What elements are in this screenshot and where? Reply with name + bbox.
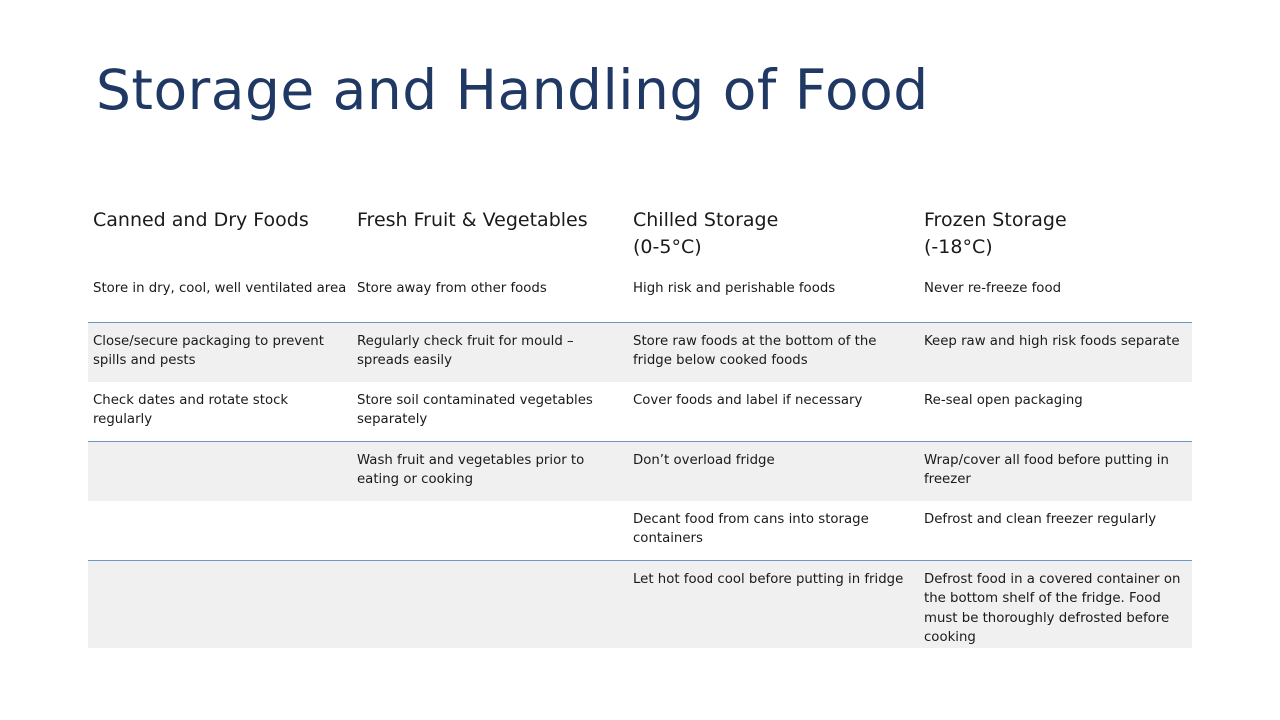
- table-row: [88, 442, 1192, 502]
- table-cell: [88, 561, 352, 649]
- table-cell: Wash fruit and vegetables prior to eating or cooking: [352, 442, 628, 502]
- table-cell: [88, 501, 352, 561]
- table-cell: [352, 561, 628, 649]
- header-fresh-fruit-vegetables: Fresh Fruit & Vegetables: [357, 209, 588, 231]
- table-cell: Don’t overload fridge: [628, 442, 919, 502]
- table-row: [88, 323, 1192, 383]
- header-chilled-storage: Chilled Storage (0-5°C): [633, 209, 779, 258]
- table-cell: Decant food from cans into storage containers: [633, 512, 869, 547]
- table-cell: Close/secure packaging to prevent spills and pests: [88, 323, 352, 383]
- table-cell: Keep raw and high risk foods separate: [919, 323, 1192, 383]
- table-cell: Store soil contaminated vegetables separately: [357, 393, 593, 428]
- table-cell: Defrost food in a covered container on the bottom shelf of the fridge. Food must be thoroughly defrosted before cooking: [919, 561, 1192, 649]
- table-row: [88, 501, 1192, 561]
- table-cell: Store in dry, cool, well ventilated area: [93, 281, 347, 296]
- table-cell: [352, 501, 628, 561]
- table-row: [88, 270, 1192, 323]
- table-cell: Defrost and clean freezer regularly: [924, 512, 1157, 527]
- slide-title: Storage and Handling of Food: [96, 58, 929, 122]
- table-cell: Never re-freeze food: [924, 281, 1062, 296]
- table-row: [88, 382, 1192, 442]
- table-cell: Store raw foods at the bottom of the fridge below cooked foods: [628, 323, 919, 383]
- table-row: [88, 561, 1192, 649]
- table-cell: Regularly check fruit for mould – spreads easily: [352, 323, 628, 383]
- table-cell: Store away from other foods: [357, 281, 547, 296]
- table-cell: [88, 442, 352, 502]
- header-canned-dry-foods: Canned and Dry Foods: [93, 209, 309, 231]
- table-header-row: [88, 198, 1192, 270]
- table-cell: High risk and perishable foods: [633, 281, 836, 296]
- table-cell: Cover foods and label if necessary: [633, 393, 863, 408]
- table-cell: Check dates and rotate stock regularly: [93, 393, 289, 428]
- table-cell: Let hot food cool before putting in fridge: [628, 561, 919, 649]
- header-frozen-storage: Frozen Storage (-18°C): [924, 209, 1067, 258]
- food-storage-table: [88, 198, 1192, 648]
- table-cell: Wrap/cover all food before putting in freezer: [919, 442, 1192, 502]
- table-cell: Re-seal open packaging: [924, 393, 1083, 408]
